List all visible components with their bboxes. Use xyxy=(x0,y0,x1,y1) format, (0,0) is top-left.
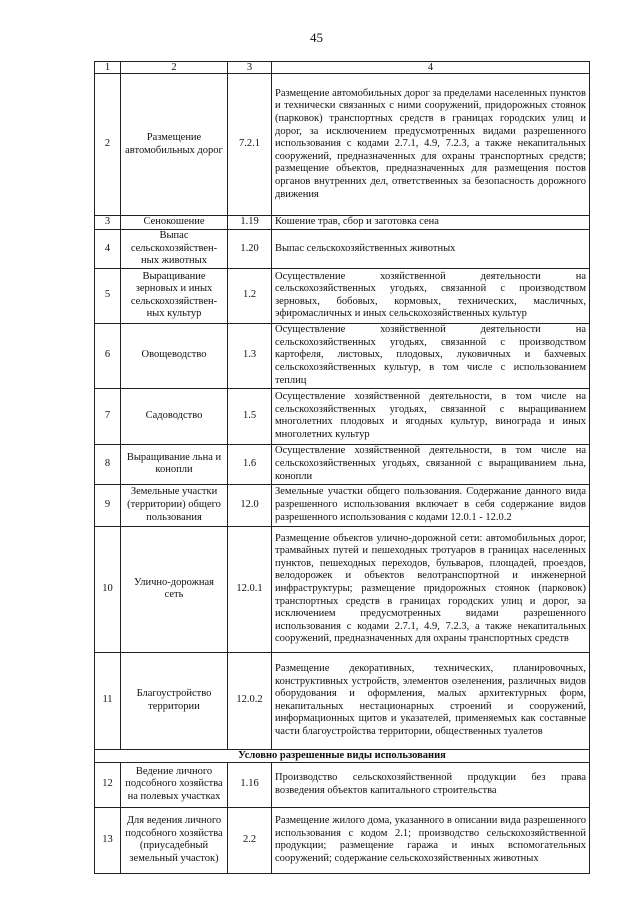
use-type-name: Выращивание льна и конопли xyxy=(121,444,228,484)
row-number: 4 xyxy=(95,230,121,269)
use-type-description: Земельные участки общего пользования. Содержание данного вида разрешенного использования включает в себя содержание видов разрешенного использования с кодами 12.0.1 - 12.0.2 xyxy=(272,484,590,526)
use-type-description: Размещение объектов улично-дорожной сети: автомобильных дорог, трамвайных путей и пешеходных тротуаров в границах населенных пунктов, пешеходных переходов, бульваров, площадей, проездов, велодорожек и объектов велотранспортной и инженерной инфраструктуры; размещение придорожных стоянок (парковок) транспортных средств в границах городских улиц и дорог, за исключением предусмотренных видами разрешенного использования с кодами 2.7.1, 4.9, 7.2.3, а также некапитальных сооружений, предназначенных для охраны транспортных средств xyxy=(272,526,590,652)
table-row xyxy=(95,230,590,269)
use-type-name: Овощеводство xyxy=(121,323,228,388)
land-use-table xyxy=(94,61,590,874)
use-type-code: 7.2.1 xyxy=(228,74,272,216)
use-type-code: 1.2 xyxy=(228,268,272,323)
use-type-code: 1.20 xyxy=(228,230,272,269)
use-type-description: Осуществление хозяйственной деятельности на сельскохозяйственных угодьях, связанной с производством картофеля, листовых, плодовых, луковичных и бахчевых сельскохозяйственных культур, в том числе с использованием теплиц xyxy=(272,323,590,388)
use-type-description: Производство сельскохозяйственной продукции без права возведения объектов капитального строительства xyxy=(272,762,590,807)
use-type-code: 1.5 xyxy=(228,388,272,444)
use-type-description: Осуществление хозяйственной деятельности на сельскохозяйственных угодьях, связанной с производством зерновых, бобовых, кормовых, технических, масличных, эфиромасличных и иных сельскохозяйственных культур xyxy=(272,268,590,323)
table-row xyxy=(95,484,590,526)
use-type-description: Осуществление хозяйственной деятельности, в том числе на сельскохозяйственных угодьях, связанной с выращиванием многолетних плодовых и ягодных культур, винограда и иных многолетних культур xyxy=(272,388,590,444)
use-type-description: Размещение автомобильных дорог за пределами населенных пунктов и технически связанных с ними сооружений, придорожных стоянок (парковок) транспортных средств в границах городских улиц и дорог, за исключением предусмотренных видами разрешенного использования с кодами 2.7.1, 4.9, 7.2.3, а также некапитальных сооружений, предназначенных для охраны транспортных средств; размещение объектов, предназначенных для размещения постов органов внутренних дел, ответственных за безопасность дорожного движения xyxy=(272,74,590,216)
use-type-code: 1.19 xyxy=(228,216,272,230)
table-row xyxy=(95,74,590,216)
row-number: 3 xyxy=(95,216,121,230)
use-type-code: 12.0.2 xyxy=(228,652,272,749)
use-type-name: Улично-дорожная сеть xyxy=(121,526,228,652)
table-row xyxy=(95,807,590,873)
header-col-3: 3 xyxy=(228,62,272,74)
table-row xyxy=(95,762,590,807)
use-type-name: Благоустройство территории xyxy=(121,652,228,749)
use-type-name: Садоводство xyxy=(121,388,228,444)
use-type-code: 1.6 xyxy=(228,444,272,484)
section-title-row xyxy=(95,749,590,762)
row-number: 13 xyxy=(95,807,121,873)
section-title: Условно разрешенные виды использования xyxy=(95,749,590,762)
use-type-name: Для ведения личного подсобного хозяйства (приусадебный земельный участок) xyxy=(121,807,228,873)
table-row xyxy=(95,216,590,230)
row-number: 6 xyxy=(95,323,121,388)
header-col-4: 4 xyxy=(272,62,590,74)
use-type-name: Сенокошение xyxy=(121,216,228,230)
use-type-description: Выпас сельскохозяйственных животных xyxy=(272,230,590,269)
use-type-description: Осуществление хозяйственной деятельности, в том числе на сельскохозяйственных угодьях, связанной с выращиванием льна, конопли xyxy=(272,444,590,484)
row-number: 8 xyxy=(95,444,121,484)
row-number: 10 xyxy=(95,526,121,652)
row-number: 11 xyxy=(95,652,121,749)
row-number: 5 xyxy=(95,268,121,323)
use-type-code: 12.0 xyxy=(228,484,272,526)
table-header-row xyxy=(95,62,590,74)
header-col-2: 2 xyxy=(121,62,228,74)
use-type-description: Размещение декоративных, технических, планировочных, конструктивных устройств, элементов озеленения, различных видов оборудования и оформления, малых архитектурных форм, некапитальных нестационарных строений и сооружений, информационных щитов и указателей, применяемых как составные части благоустройства территории, общественных туалетов xyxy=(272,652,590,749)
use-type-code: 1.3 xyxy=(228,323,272,388)
table-row xyxy=(95,526,590,652)
row-number: 12 xyxy=(95,762,121,807)
table-row xyxy=(95,268,590,323)
table-row xyxy=(95,652,590,749)
table-row xyxy=(95,388,590,444)
header-col-1: 1 xyxy=(95,62,121,74)
use-type-description: Кошение трав, сбор и заготовка сена xyxy=(272,216,590,230)
use-type-name: Ведение личного подсобного хозяйства на полевых участках xyxy=(121,762,228,807)
row-number: 7 xyxy=(95,388,121,444)
use-type-code: 12.0.1 xyxy=(228,526,272,652)
row-number: 9 xyxy=(95,484,121,526)
use-type-name: Выпас сельскохозяйствен-ных животных xyxy=(121,230,228,269)
page-number: 45 xyxy=(310,30,323,45)
use-type-code: 1.16 xyxy=(228,762,272,807)
use-type-code: 2.2 xyxy=(228,807,272,873)
table-row xyxy=(95,323,590,388)
use-type-description: Размещение жилого дома, указанного в описании вида разрешенного использования с кодом 2.1; производство сельскохозяйственной продукции; размещение гаража и иных вспомогательных сооружений; содержание сельскохозяйственных животных xyxy=(272,807,590,873)
use-type-name: Размещение автомобильных дорог xyxy=(121,74,228,216)
use-type-name: Выращивание зерновых и иных сельскохозяйствен-ных культур xyxy=(121,268,228,323)
row-number: 2 xyxy=(95,74,121,216)
table-row xyxy=(95,444,590,484)
use-type-name: Земельные участки (территории) общего пользования xyxy=(121,484,228,526)
